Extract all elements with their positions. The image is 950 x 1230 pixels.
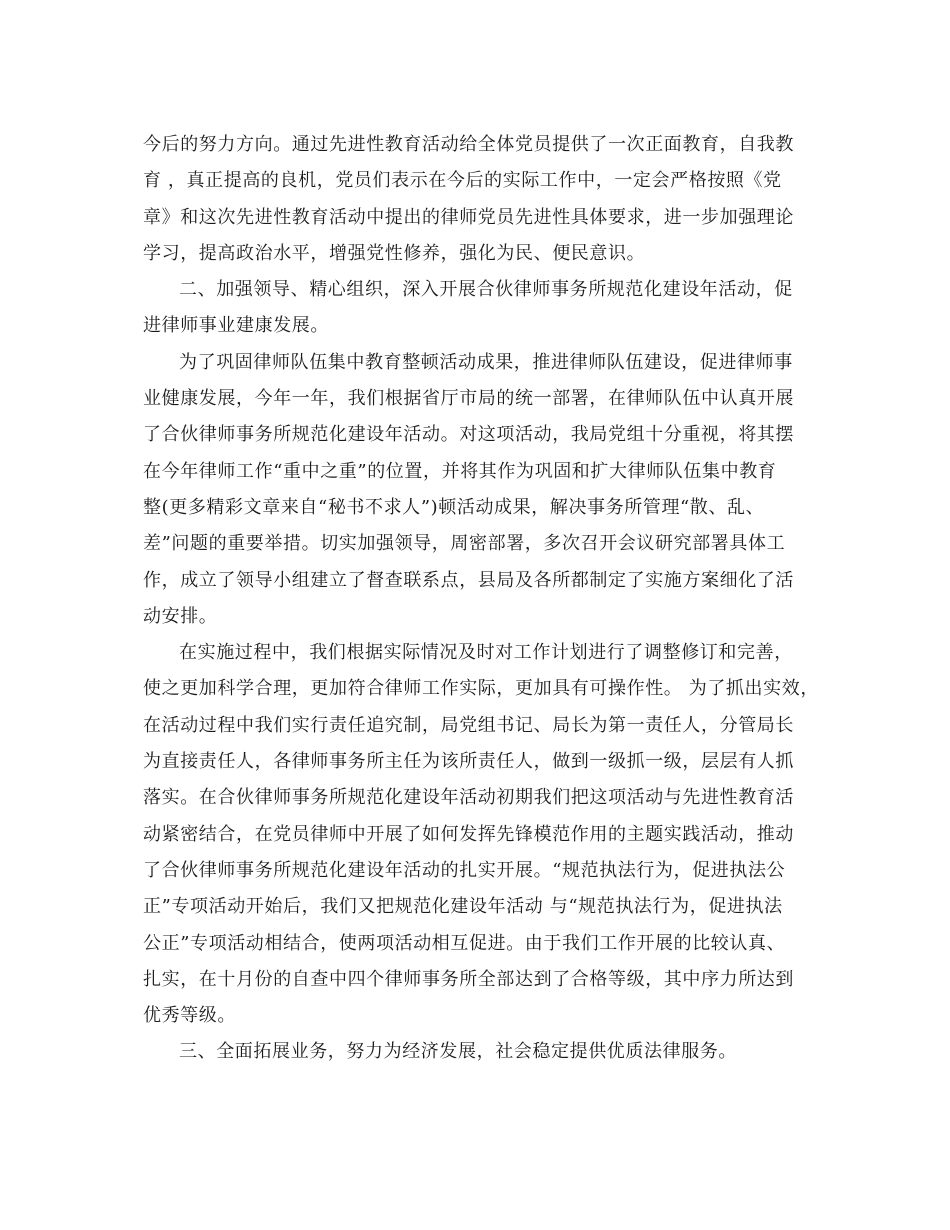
text-line: 三、全面拓展业务，努力为经济发展，社会稳定提供优质法律服务。 — [179, 1041, 737, 1063]
paragraph-4 — [143, 635, 818, 1034]
paragraph-2-heading — [143, 272, 818, 345]
text-line: 为直接责任人，各律师事务所主任为该所责任人，做到一级抓一级，层层有人抓 — [143, 751, 794, 773]
text-line: 优秀等级。 — [143, 1005, 236, 1027]
text-line: 章》和这次先进性教育活动中提出的律师党员先进性具体要求，进一步加强理论 — [143, 206, 794, 228]
text-line: 整(更多精彩文章来自“秘书不求人”)顿活动成果，解决事务所管理“散、乱、 — [143, 496, 765, 518]
text-line: 了合伙律师事务所规范化建设年活动。对这项活动，我局党组十分重视，将其摆 — [143, 424, 794, 446]
text-line: 动安排。 — [143, 605, 218, 627]
text-line: 在实施过程中，我们根据实际情况及时对工作计划进行了调整修订和完善， — [179, 642, 793, 664]
text-line: 在活动过程中我们实行责任追究制，局党组书记、局长为第一责任人，分管局长 — [143, 714, 794, 736]
text-line: 二、加强领导、精心组织，深入开展合伙律师事务所规范化建设年活动，促 — [179, 279, 793, 301]
text-line: 扎实，在十月份的自查中四个律师事务所全部达到了合格等级，其中序力所达到 — [143, 968, 794, 990]
text-line: 正”专项活动开始后，我们又把规范化建设年活动 与“规范执法行为，促进执法 — [143, 896, 783, 918]
text-line: 为了巩固律师队伍集中教育整顿活动成果，推进律师队伍建设，促进律师事 — [179, 351, 793, 373]
text-line: 进律师事业建康发展。 — [143, 315, 329, 337]
text-line: 今后的努力方向。通过先进性教育活动给全体党员提供了一次正面教育，自我教 — [143, 134, 794, 155]
text-line: 动紧密结合，在党员律师中开展了如何发挥先锋模范作用的主题实践活动，推动 — [143, 823, 794, 845]
text-line: 在今年律师工作“重中之重”的位置，并将其作为巩固和扩大律师队伍集中教育 — [143, 460, 777, 482]
text-line: 了合伙律师事务所规范化建设年活动的扎实开展。“规范执法行为，促进执法公 — [143, 859, 786, 881]
text-line: 学习，提高政治水平，增强党性修养，强化为民、便民意识。 — [143, 242, 646, 264]
text-line: 作，成立了领导小组建立了督查联系点，县局及各所都制定了实施方案细化了活 — [143, 569, 794, 591]
paragraph-5-heading — [143, 1034, 818, 1070]
text-line: 公正”专项活动相结合，使两项活动相互促进。由于我们工作开展的比较认真、 — [143, 932, 786, 954]
paragraph-1 — [143, 127, 818, 272]
text-line: 使之更加科学合理，更加符合律师工作实际，更加具有可操作性。 为了抓出实效， — [143, 678, 819, 700]
text-line: 差”问题的重要举措。切实加强领导，周密部署，多次召开会议研究部署具体工 — [143, 533, 786, 555]
text-line: 落实。在合伙律师事务所规范化建设年活动初期我们把这项活动与先进性教育活 — [143, 787, 794, 809]
document-body — [143, 127, 818, 1071]
paragraph-3 — [143, 345, 818, 635]
text-line: 育 ，真正提高的良机，党员们表示在今后的实际工作中，一定会严格按照《党 — [143, 170, 782, 192]
text-line: 业健康发展，今年一年，我们根据省厅市局的统一部署，在律师队伍中认真开展 — [143, 388, 794, 410]
